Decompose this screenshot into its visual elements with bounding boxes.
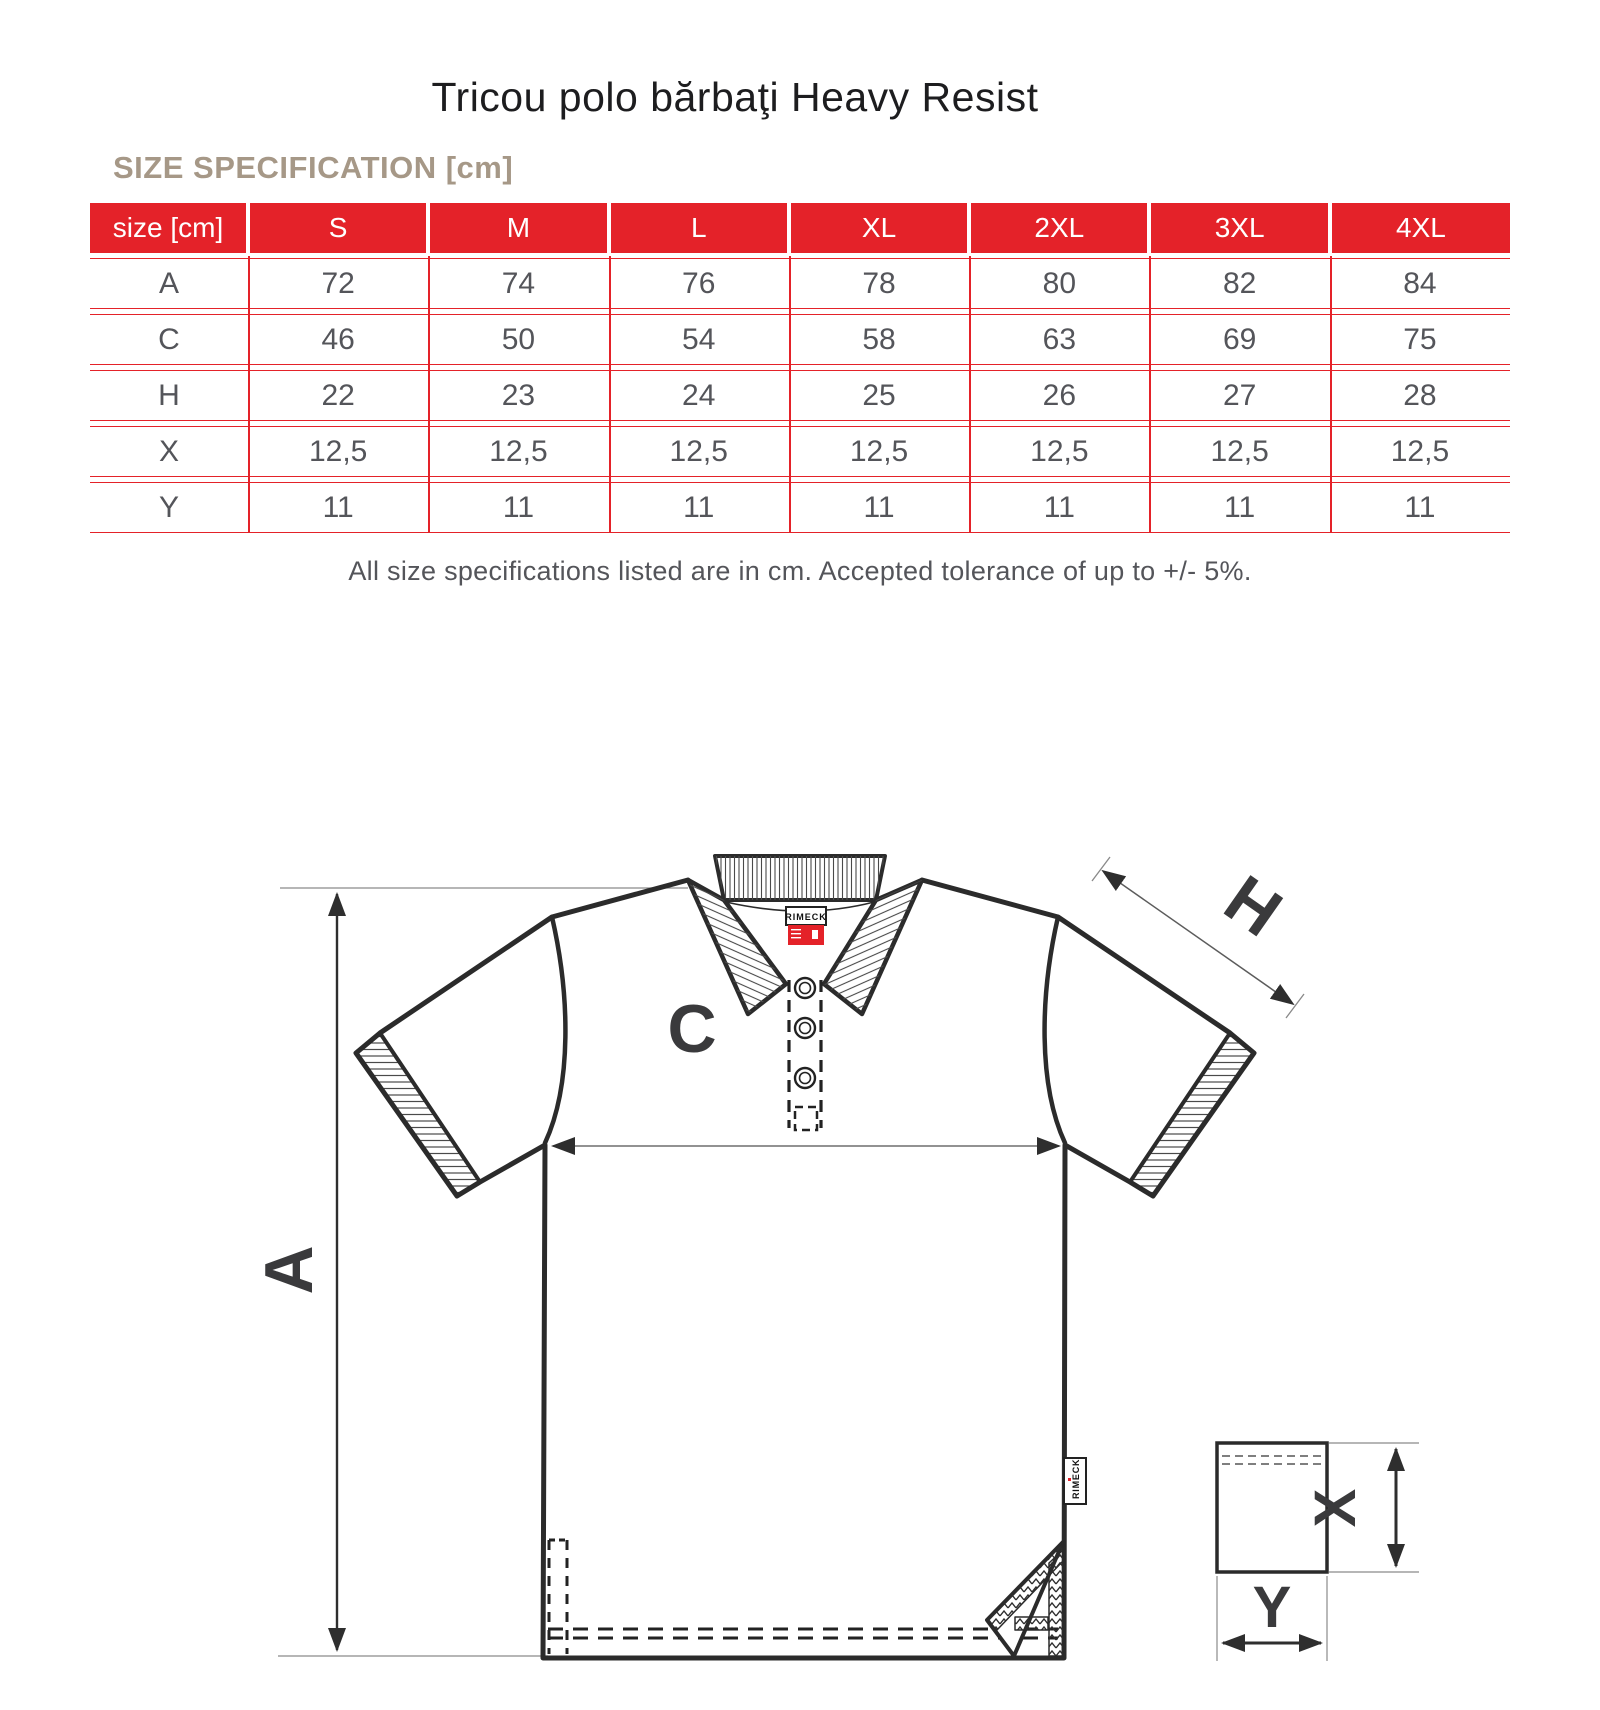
neck-label-brand: RIMECK (785, 912, 827, 922)
table-column-line (609, 256, 611, 532)
page-title: Tricou polo bărbaţi Heavy Resist (431, 74, 1039, 120)
size-cell: 12,5 (609, 426, 789, 477)
size-cell: 12,5 (248, 426, 428, 477)
neck-label (785, 907, 827, 945)
row-label: X (90, 426, 248, 477)
size-cell: 63 (969, 314, 1149, 365)
cuff-detail (1217, 1443, 1419, 1661)
size-cell: 74 (428, 258, 608, 309)
measure-h (1092, 857, 1304, 1018)
measure-label-y: Y (1252, 1575, 1292, 1640)
size-cell: 78 (789, 258, 969, 309)
table-row (90, 258, 1510, 309)
size-cell: 11 (969, 482, 1149, 533)
col-header: 4XL (1330, 203, 1510, 253)
table-column-line (789, 256, 791, 532)
measure-label-a: A (251, 1245, 327, 1295)
size-cell: 22 (248, 370, 428, 421)
measure-a (251, 888, 688, 1656)
size-cell: 46 (248, 314, 428, 365)
col-header: M (428, 203, 608, 253)
button (795, 1018, 815, 1038)
col-header: 2XL (969, 203, 1149, 253)
col-header: S (248, 203, 428, 253)
col-header: size [cm] (90, 203, 248, 253)
size-cell: 11 (1149, 482, 1329, 533)
side-label (1064, 1458, 1086, 1504)
table-column-line (969, 256, 971, 532)
row-label: A (90, 258, 248, 309)
size-cell: 11 (789, 482, 969, 533)
table-column-line (1149, 256, 1151, 532)
row-label: C (90, 314, 248, 365)
size-cell: 12,5 (1330, 426, 1510, 477)
size-cell: 54 (609, 314, 789, 365)
table-row (90, 426, 1510, 477)
col-header: L (609, 203, 789, 253)
size-cell: 69 (1149, 314, 1329, 365)
size-cell: 11 (609, 482, 789, 533)
size-cell: 12,5 (789, 426, 969, 477)
hem-stitching (548, 1540, 1058, 1654)
size-cell: 11 (428, 482, 608, 533)
table-row (90, 314, 1510, 365)
size-cell: 82 (1149, 258, 1329, 309)
size-table (90, 198, 1510, 538)
measure-label-c: C (667, 991, 717, 1067)
table-header-row (90, 203, 1510, 253)
measure-label-x: X (1303, 1488, 1368, 1528)
row-label: H (90, 370, 248, 421)
size-cell: 50 (428, 314, 608, 365)
button (795, 1068, 815, 1088)
placket (789, 978, 821, 1130)
table-row (90, 482, 1510, 533)
size-cell: 76 (609, 258, 789, 309)
size-cell: 28 (1330, 370, 1510, 421)
table-row (90, 370, 1510, 421)
size-cell: 58 (789, 314, 969, 365)
size-cell: 75 (1330, 314, 1510, 365)
row-label: Y (90, 482, 248, 533)
size-cell: 23 (428, 370, 608, 421)
col-header: 3XL (1149, 203, 1329, 253)
size-cell: 84 (1330, 258, 1510, 309)
right-cuff-hatch (1130, 1033, 1254, 1196)
col-header: XL (789, 203, 969, 253)
size-cell: 80 (969, 258, 1149, 309)
table-column-line (248, 256, 250, 532)
section-heading: SIZE SPECIFICATION [cm] (113, 150, 514, 185)
size-cell: 27 (1149, 370, 1329, 421)
measure-label-h: H (1211, 860, 1296, 952)
size-cell: 12,5 (428, 426, 608, 477)
size-cell: 12,5 (1149, 426, 1329, 477)
left-cuff-hatch (356, 1033, 480, 1196)
size-cell: 12,5 (969, 426, 1149, 477)
table-column-line (1330, 256, 1332, 532)
neck-tag (788, 925, 824, 945)
size-cell: 26 (969, 370, 1149, 421)
measure-y (1223, 1575, 1321, 1643)
side-label-brand: RIMECK (1071, 1458, 1081, 1499)
size-cell: 11 (1330, 482, 1510, 533)
tolerance-note: All size specifications listed are in cm. Accepted tolerance of up to +/- 5%. (348, 556, 1252, 586)
size-cell: 72 (248, 258, 428, 309)
size-cell: 11 (248, 482, 428, 533)
table-column-line (428, 256, 430, 532)
size-cell: 24 (609, 370, 789, 421)
polo-shirt-technical-drawing (0, 730, 1600, 1710)
button (795, 978, 815, 998)
size-cell: 25 (789, 370, 969, 421)
